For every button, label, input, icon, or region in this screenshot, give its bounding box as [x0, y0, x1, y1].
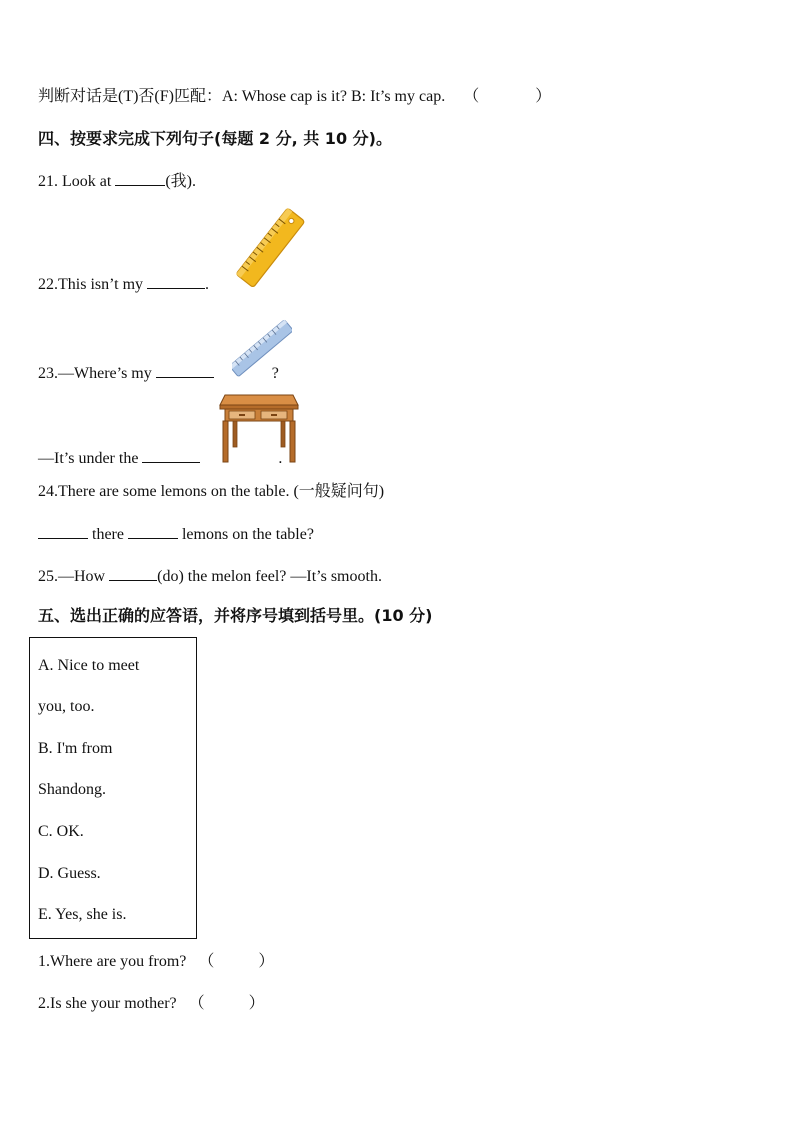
- question-24-end: lemons on the table?: [177, 526, 314, 543]
- question-24-answer: [38, 524, 314, 545]
- options-box: [29, 637, 197, 939]
- blank-25[interactable]: [109, 566, 157, 581]
- list-item: [38, 952, 274, 972]
- answer-paren-close: ）: [258, 953, 275, 970]
- option-line: D. Guess.: [38, 865, 101, 882]
- option-line: Shandong.: [38, 781, 106, 798]
- answer-paren-open: （: [188, 995, 205, 1012]
- blank-24a[interactable]: [38, 524, 88, 539]
- question-25-text: 25.—How: [38, 568, 110, 585]
- question-24: 24.There are some lemons on the table. (一般疑问句): [38, 483, 385, 500]
- question-23-text: 23.—Where’s my: [38, 365, 156, 382]
- question-24-mid: there: [88, 526, 128, 543]
- option-line: B. I'm from: [38, 740, 113, 757]
- question-22-end: .: [205, 276, 210, 293]
- answer-paren-close: ）: [535, 88, 552, 105]
- desk-icon: [219, 391, 299, 463]
- question-23-answer-end: .: [278, 450, 283, 467]
- question-21-text: 21. Look at: [38, 173, 116, 190]
- option-line: E. Yes, she is.: [38, 906, 127, 923]
- question-25-end: (do) the melon feel? —It’s smooth.: [157, 568, 382, 585]
- answer-paren-close: ）: [248, 995, 265, 1012]
- question-25: [38, 566, 382, 587]
- blank-24b[interactable]: [128, 524, 178, 539]
- question-text: 1.Where are you from?: [38, 953, 187, 970]
- question-23-mark: ?: [271, 365, 279, 382]
- list-item: [38, 994, 265, 1014]
- blank-22[interactable]: [147, 274, 205, 289]
- question-21: [38, 171, 196, 192]
- answer-paren-open: （: [463, 88, 480, 105]
- section-5-heading: 五、选出正确的应答语，并将序号填到括号里。(10 分): [38, 606, 433, 625]
- question-21-hint: (我).: [165, 173, 196, 190]
- question-23-answer-text: —It’s under the: [38, 450, 143, 467]
- option-line: A. Nice to meet: [38, 657, 140, 674]
- question-20: [38, 87, 551, 107]
- question-text: 2.Is she your mother?: [38, 995, 177, 1012]
- blank-21[interactable]: [115, 171, 165, 186]
- option-line: C. OK.: [38, 823, 84, 840]
- question-20-text: 判断对话是(T)否(F)匹配：A: Whose cap is it? B: It’s my cap.: [38, 88, 446, 105]
- option-line: you, too.: [38, 698, 95, 715]
- section-4-heading: 四、按要求完成下列句子(每题 2 分, 共 10 分)。: [38, 129, 392, 148]
- blank-23[interactable]: [156, 363, 214, 378]
- blank-23b[interactable]: [142, 448, 200, 463]
- yellow-ruler-icon: [234, 206, 310, 292]
- question-22-text: 22.This isn’t my: [38, 276, 148, 293]
- blue-ruler-icon: [232, 317, 292, 381]
- question-22: [38, 274, 209, 295]
- answer-paren-open: （: [198, 953, 215, 970]
